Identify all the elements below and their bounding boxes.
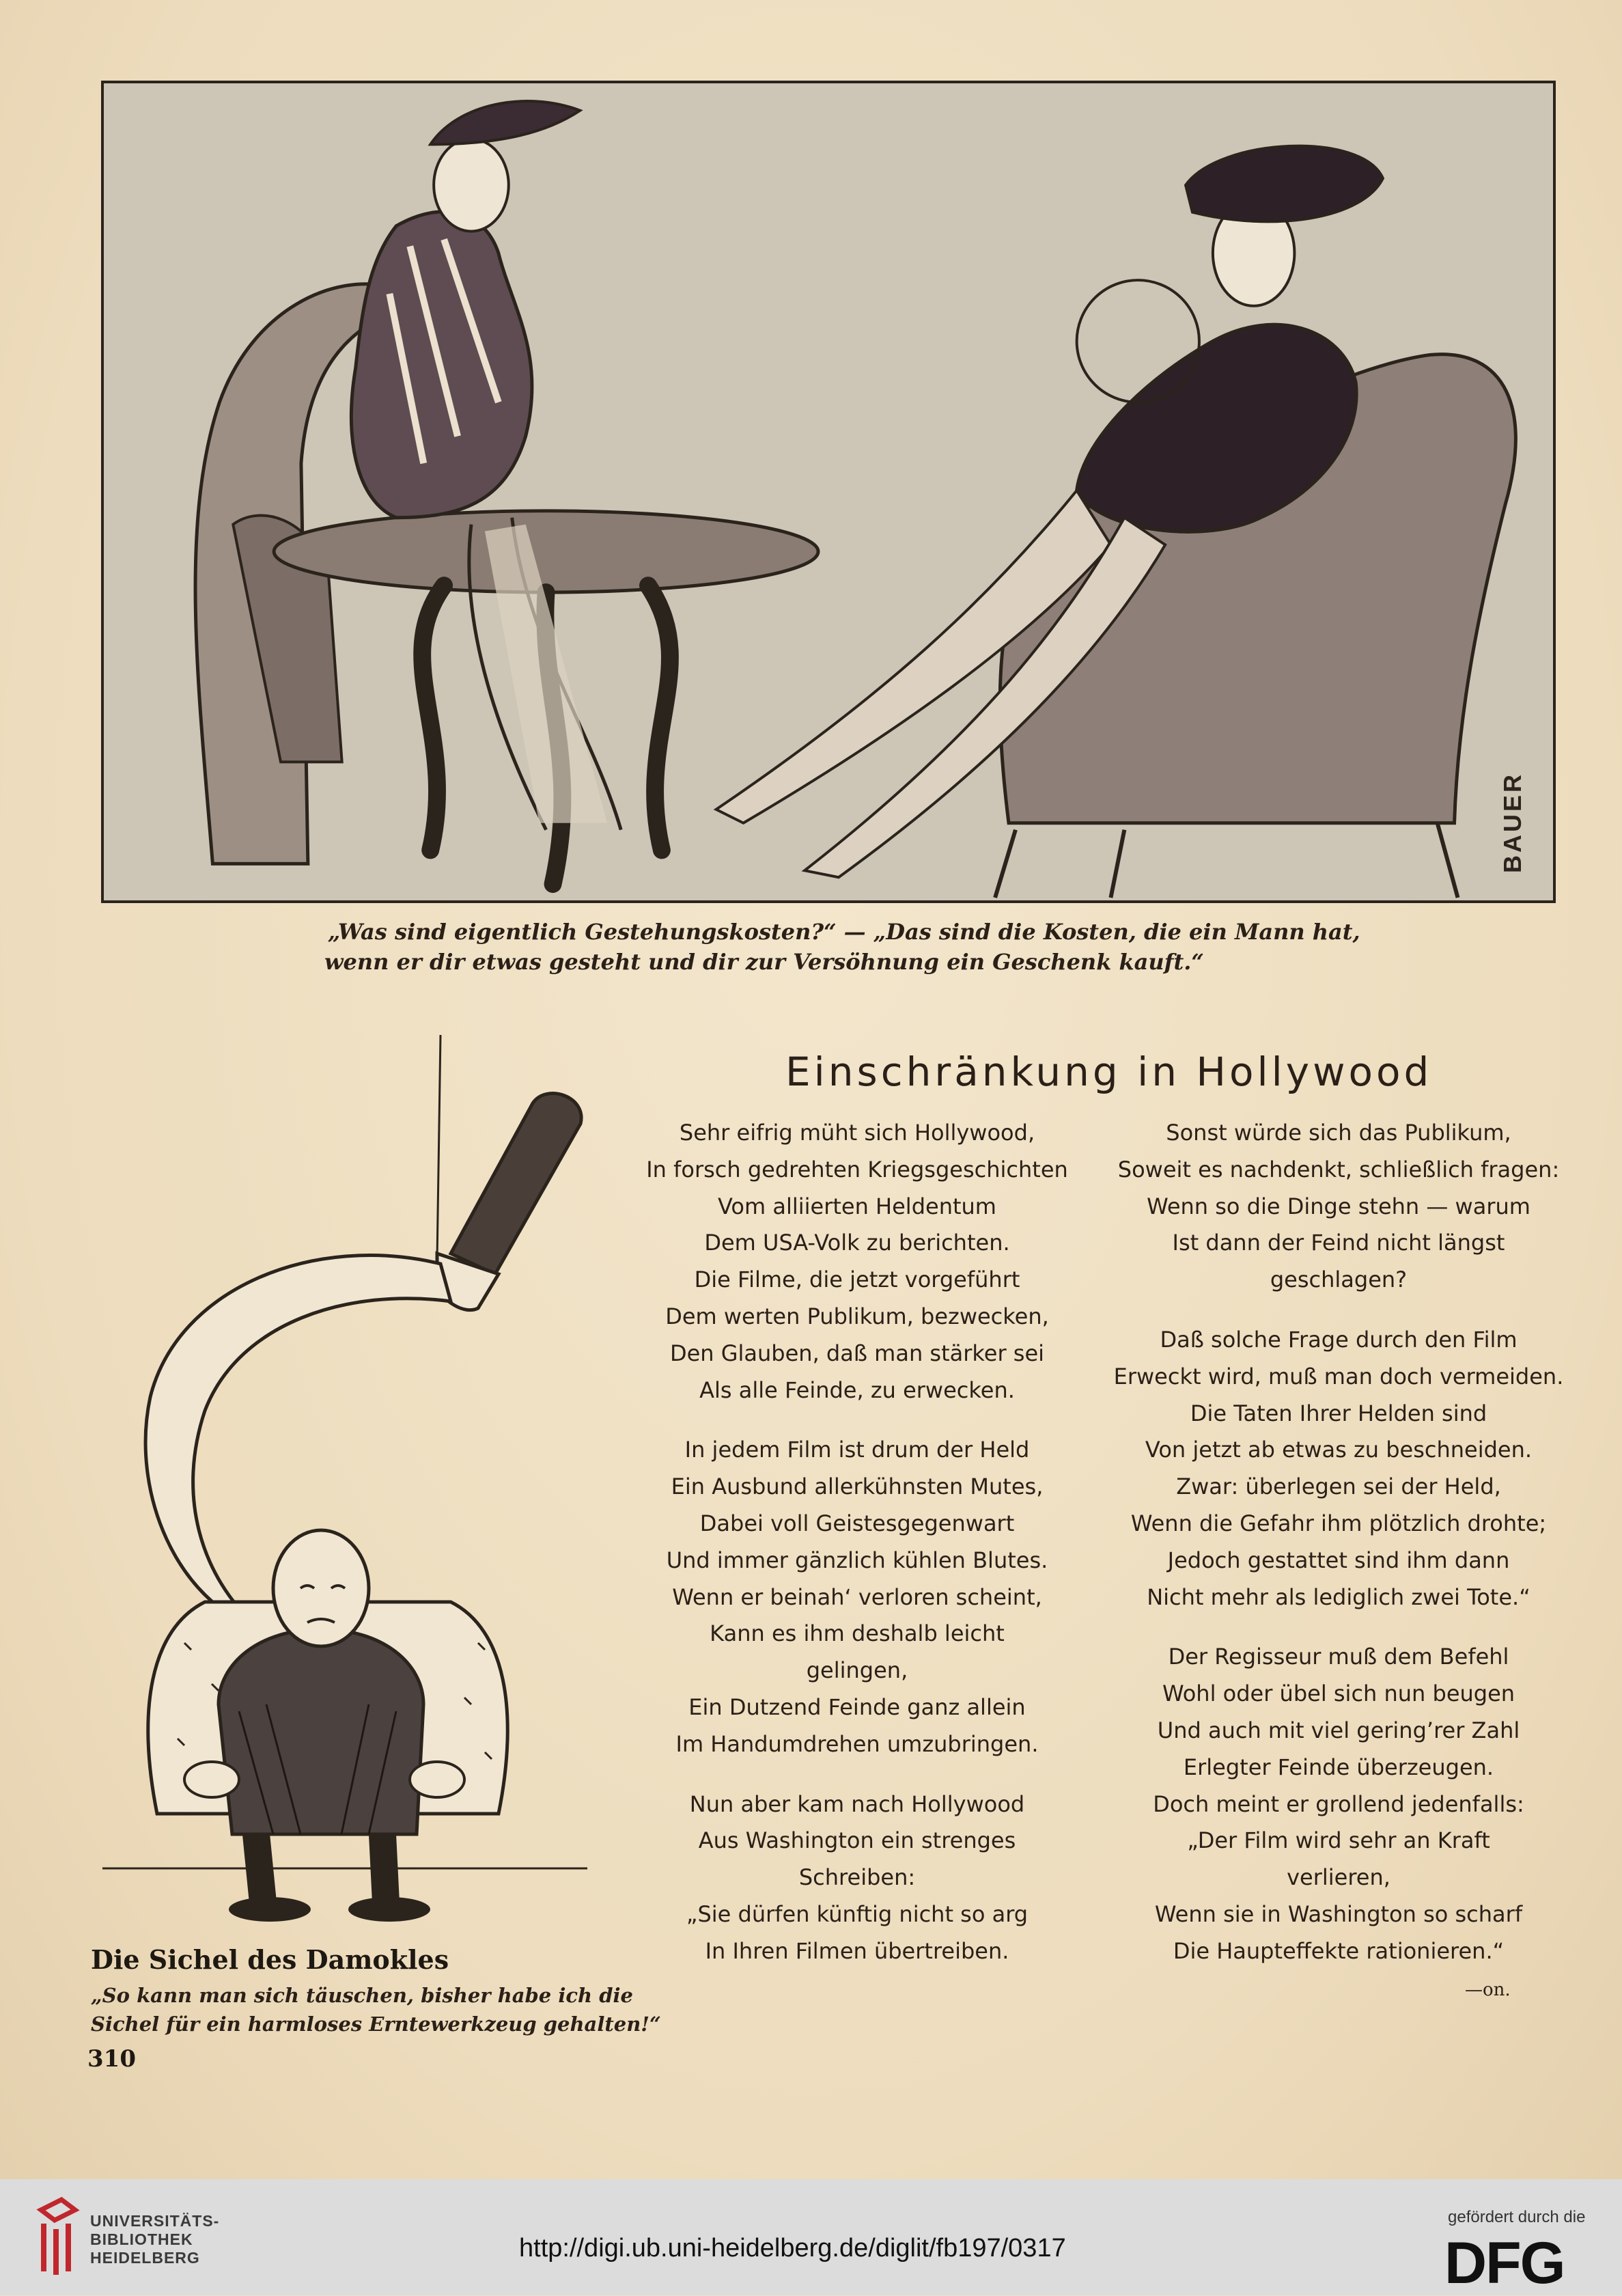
poem-line: Wenn so die Dinge stehn — warum	[1147, 1193, 1530, 1219]
poem-line: Nicht mehr als lediglich zwei Tote.“	[1147, 1583, 1530, 1610]
stanza	[1093, 1322, 1584, 1616]
poem-line: Nun aber kam nach Hollywood	[689, 1790, 1025, 1817]
dfg-logo[interactable]: DFG	[1444, 2230, 1565, 2296]
poem-line: Und immer gänzlich kühlen Blutes.	[666, 1547, 1048, 1573]
funding-text: gefördert durch die	[1448, 2208, 1586, 2226]
poem-line: Daß solche Frage durch den Film	[1160, 1326, 1518, 1353]
poem-line: Ein Dutzend Feinde ganz allein	[688, 1693, 1026, 1720]
poem-line: Dabei voll Geistesgegenwart	[699, 1510, 1015, 1536]
sickle-illustration	[96, 1028, 615, 1930]
poem-line: In forsch gedrehten Kriegsgeschichten	[646, 1156, 1068, 1182]
poem-line: Jedoch gestattet sind ihm dann	[1167, 1547, 1510, 1573]
left-cartoon-title: Die Sichel des Damokles	[91, 1944, 449, 1975]
poem-line: Den Glauben, daß man stärker sei	[669, 1340, 1045, 1366]
university-library-name	[90, 2212, 219, 2267]
poem-line: Als alle Feinde, zu erwecken.	[699, 1377, 1015, 1403]
poem-line: Wohl oder übel sich nun beugen	[1162, 1680, 1515, 1707]
poem-line: Kann es ihm deshalb leicht	[710, 1620, 1005, 1647]
poem-line: Ist dann der Feind nicht längst	[1172, 1230, 1505, 1256]
cartoon-sickle-of-damocles	[96, 1028, 615, 1930]
poem-line: gelingen,	[806, 1657, 908, 1684]
poem-line: Erweckt wird, muß man doch vermeiden.	[1113, 1363, 1564, 1389]
poem-line: Schreiben:	[798, 1864, 916, 1891]
poem-line: Der Regisseur muß dem Befehl	[1168, 1644, 1509, 1670]
cartoon-two-women	[101, 81, 1556, 903]
caption-line: „Was sind eigentlich Gestehungskosten?“ — „Das sind die Kosten, die ein Mann hat,	[328, 919, 1360, 945]
article-title: Einschränkung in Hollywood	[785, 1049, 1433, 1095]
poem-line: Soweit es nachdenkt, schließlich fragen:	[1117, 1156, 1560, 1182]
caption-line: „So kann man sich täuschen, bisher habe ich die	[91, 1984, 633, 2007]
poem-line: Die Haupteffekte rationieren.“	[1173, 1937, 1505, 1964]
stanza	[611, 1432, 1103, 1762]
stanza	[611, 1115, 1103, 1409]
library-name-line: UNIVERSITÄTS-	[90, 2212, 220, 2230]
university-library-logo-icon[interactable]	[34, 2196, 82, 2278]
top-cartoon-caption	[324, 917, 1360, 977]
poem-line: Ein Ausbund allerkühnsten Mutes,	[671, 1474, 1044, 1500]
cartoon-illustration	[104, 83, 1553, 900]
poem-line: geschlagen?	[1270, 1267, 1408, 1293]
caption-line: Sichel für ein harmloses Erntewerkzeug gehalten!“	[91, 2013, 661, 2036]
digital-copy-url-link[interactable]: http://digi.ub.uni-heidelberg.de/diglit/fb197/0317	[519, 2234, 1066, 2263]
poem-left-column	[611, 1115, 1103, 1993]
poem-line: Wenn sie in Washington so scharf	[1154, 1900, 1523, 1927]
poem-line: Von jetzt ab etwas zu beschneiden.	[1145, 1437, 1533, 1463]
poem-line: Wenn die Gefahr ihm plötzlich drohte;	[1130, 1510, 1547, 1536]
poem-line: Vom alliierten Heldentum	[718, 1193, 996, 1219]
poem-line: „Der Film wird sehr an Kraft	[1187, 1827, 1490, 1854]
artist-signature: BAUER	[1498, 771, 1526, 873]
poem-line: Dem werten Publikum, bezwecken,	[665, 1303, 1049, 1329]
left-cartoon-caption	[91, 1981, 661, 2038]
stanza	[1093, 1115, 1584, 1299]
page-number: 310	[87, 2045, 136, 2073]
footer-bar	[0, 2179, 1622, 2295]
library-name-line: HEIDELBERG	[90, 2249, 200, 2267]
poem-line: Dem USA-Volk zu berichten.	[704, 1230, 1010, 1256]
stanza	[611, 1786, 1103, 1970]
poem-line: Erlegter Feinde überzeugen.	[1183, 1754, 1494, 1780]
poem-line: Wenn er beinah‘ verloren scheint,	[672, 1583, 1042, 1610]
caption-line: wenn er dir etwas gesteht und dir zur Versöhnung ein Geschenk kauft.“	[324, 949, 1204, 975]
poem-line: Im Handumdrehen umzubringen.	[675, 1730, 1039, 1757]
poem-line: Sehr eifrig müht sich Hollywood,	[679, 1120, 1035, 1146]
poem-line: In Ihren Filmen übertreiben.	[705, 1937, 1009, 1964]
poem-line: Die Filme, die jetzt vorgeführt	[694, 1267, 1020, 1293]
poem-line: Zwar: überlegen sei der Held,	[1176, 1474, 1501, 1500]
poem-line: Die Taten Ihrer Helden sind	[1190, 1400, 1487, 1426]
poem-right-column	[1093, 1115, 1584, 1993]
stanza	[1093, 1639, 1584, 1969]
poem-line: Sonst würde sich das Publikum,	[1166, 1120, 1511, 1146]
poem-line: Doch meint er grollend jedenfalls:	[1153, 1790, 1524, 1817]
poem-line: In jedem Film ist drum der Held	[684, 1437, 1030, 1463]
library-name-line: BIBLIOTHEK	[90, 2230, 193, 2248]
poem-line: verlieren,	[1287, 1864, 1390, 1891]
author-signoff: —on.	[1465, 1980, 1511, 2000]
poem-line: Und auch mit viel gering’rer Zahl	[1157, 1717, 1520, 1743]
poem-line: Aus Washington ein strenges	[698, 1827, 1016, 1854]
poem-line: „Sie dürfen künftig nicht so arg	[686, 1900, 1029, 1927]
